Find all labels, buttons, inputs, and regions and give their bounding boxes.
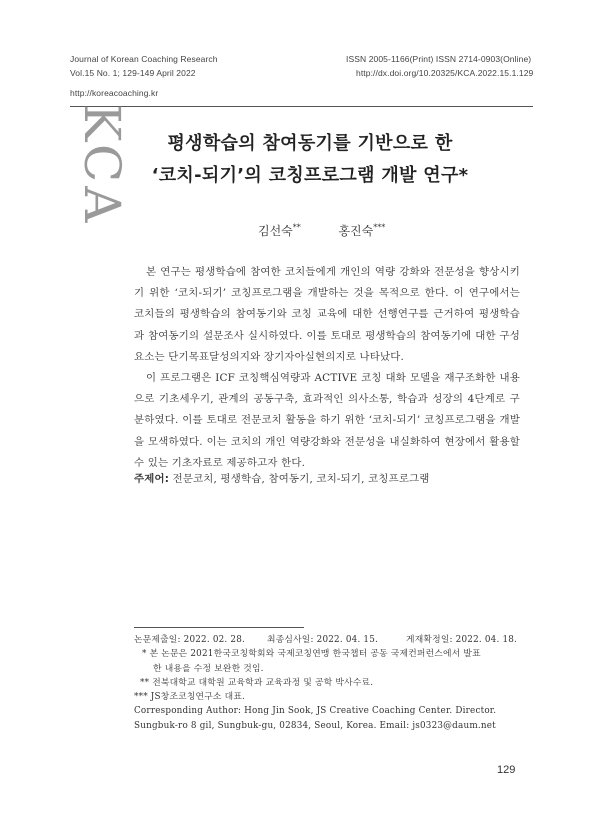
author-mark: ** bbox=[292, 223, 301, 232]
keywords-text: 전문코치, 평생학습, 참여동기, 코치-되기, 코칭프로그램 bbox=[172, 473, 430, 485]
author-name: 김선숙 bbox=[258, 224, 293, 238]
footnote-3: *** JS창조코칭연구소 대표. bbox=[134, 692, 246, 703]
header-rule bbox=[70, 106, 533, 107]
doi-link[interactable]: http://dx.doi.org/10.20325/KCA.2022.15.1.129 bbox=[356, 68, 534, 78]
paper-title-line2: ‘코치-되기’의 코칭프로그램 개발 연구* bbox=[151, 165, 469, 186]
journal-url[interactable]: http://koreacoaching.kr bbox=[70, 88, 159, 98]
volume-info: Vol.15 No. 1; 129-149 April 2022 bbox=[70, 68, 196, 78]
abstract-paragraph-1: 본 연구는 평생학습에 참여한 코치들에게 개인의 역량 강화와 전문성을 향상시키기 위한 ‘코치-되기’ 코칭프로그램을 개발하는 것을 목적으로 한다. 이 연구에서는 코치들의 평생학습의 참여동기와 코칭 교육에 대한 선행연구를 근거하여 평생학습과 참여동기의 설문조사 실시하였다. 이를 토대로 평생학습의 참여동기에 대한 구성요소는 단기목표달성의지와 장기자아실현의지로 나타났다. bbox=[134, 266, 520, 363]
author-mark: *** bbox=[373, 223, 386, 232]
footnote-1a: * 본 논문은 2021한국코칭학회와 국제코칭연맹 한국챕터 공동 국제컨퍼런스에서 발표 bbox=[142, 649, 481, 660]
paper-title-line1: 평생학습의 참여동기를 기반으로 한 bbox=[167, 133, 453, 154]
abstract-paragraph-2: 이 프로그램은 ICF 코칭핵심역량과 ACTIVE 코칭 대화 모델을 재구조화한 내용으로 기초세우기, 관계의 공동구축, 효과적인 의사소통, 학습과 성장의 4단계로 구분하였다. 이를 토대로 전문코치 활동을 하기 위한 ‘코치-되기’ 코칭프로그램을 개발을 모색하였다. 이는 코치의 개인 역량강화와 전문성을 내실화하여 현장에서 활용할 수 있는 기초자료로 제공하고자 한다. bbox=[134, 372, 520, 469]
corresponding-address: Sungbuk-ro 8 gil, Sungbuk-gu, 02834, Seoul, Korea. Email: js0323@daum.net bbox=[134, 720, 496, 731]
issn-info: ISSN 2005-1166(Print) ISSN 2714-0903(Online) bbox=[346, 54, 532, 64]
reviewed-date: 최종심사일: 2022. 04. 15. bbox=[267, 635, 379, 645]
footnotes bbox=[134, 633, 524, 733]
author-list bbox=[258, 222, 385, 239]
keywords-label: 주제어: bbox=[134, 473, 170, 485]
keywords bbox=[134, 470, 430, 485]
corresponding-author: Corresponding Author: Hong Jin Sook, JS Creative Coaching Center. Director. bbox=[134, 706, 497, 717]
journal-name: Journal of Korean Coaching Research bbox=[70, 54, 218, 64]
footnote-rule bbox=[134, 627, 304, 628]
kca-logo: KCA bbox=[73, 104, 131, 227]
abstract bbox=[134, 262, 520, 474]
footnote-1b: 한 내용을 수정 보완한 것임. bbox=[153, 663, 264, 674]
dates-row bbox=[134, 633, 524, 647]
page-number: 129 bbox=[497, 764, 516, 776]
author-name: 홍진숙 bbox=[338, 224, 374, 238]
received-date: 논문제출일: 2022. 02. 28. bbox=[134, 635, 246, 645]
accepted-date: 게재확정일: 2022. 04. 18. bbox=[406, 635, 518, 645]
footnote-2: ** 전북대학교 대학원 교육학과 교육과정 및 공학 박사수료. bbox=[140, 677, 374, 688]
